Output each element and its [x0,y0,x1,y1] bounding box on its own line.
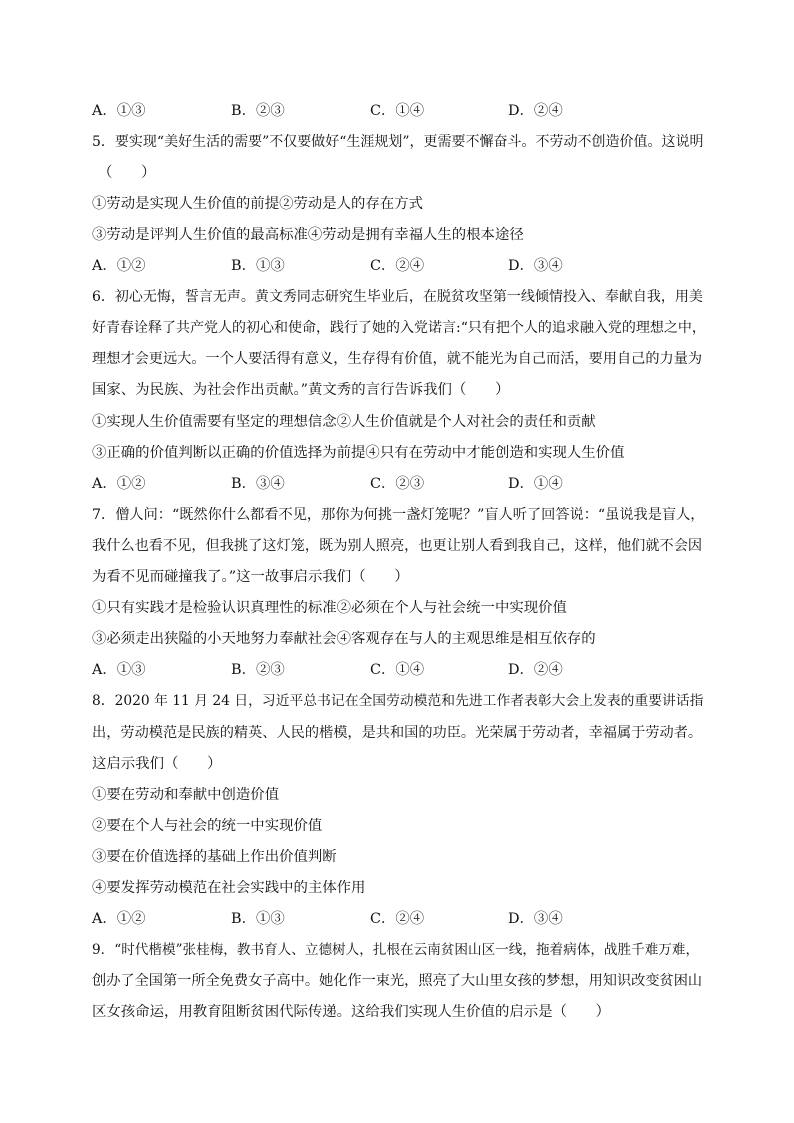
q6-stem-line: 理想才会更远大。一个人要活得有意义，生存得有价值，就不能光为自己而活，要用自己的力量为 [92,351,703,367]
q6-choice-d: D．①④ [508,476,563,492]
q4-choices [92,101,706,121]
q8-choices [92,909,706,929]
q5-stem-line: 5．要实现“美好生活的需要”不仅要做好“生涯规划”，更需要不懈奋斗。不劳动不创造价值。这说明 [92,134,704,150]
q6-choices [92,474,706,494]
q5-choices [92,256,706,276]
q8-option-line: ①要在劳动和奉献中创造价值 [92,787,280,803]
q5-choice-d: D．③④ [508,258,563,274]
q9-stem-line: 9．“时代楷模”张桂梅，教书育人、立德树人，扎根在云南贫困山区一线，拖着病体，战胜千难万难， [92,942,700,958]
q6-option-line: ①实现人生价值需要有坚定的理想信念②人生价值就是个人对社会的责任和贡献 [92,414,596,430]
q4-choice-c: C．①④ [370,103,425,119]
q8-choice-a: A．①② [92,911,146,927]
q6-stem-line: 国家、为民族、为社会作出贡献。”黄文秀的言行告诉我们（ ） [92,382,510,398]
q8-option-line: ③要在价值选择的基础上作出价值判断 [92,849,337,865]
q7-stem-line: 我什么也看不见，但我挑了这灯笼，既为别人照亮，也更让别人看到我自己，这样，他们就不会因 [92,538,703,554]
q8-stem-line: 这启示我们（ ） [92,756,222,772]
q9-stem-line: 区女孩命运，用教育阻断贫困代际传递。这给我们实现人生价值的启示是（ ） [92,1004,611,1020]
q8-stem-line: 出，劳动模范是民族的精英、人民的楷模，是共和国的功臣。光荣属于劳动者，幸福属于劳动者。 [92,725,703,741]
q5-option-line: ③劳动是评判人生价值的最高标准④劳动是拥有幸福人生的根本途径 [92,227,524,243]
q8-choice-d: D．③④ [508,911,563,927]
q4-choice-d: D．②④ [508,103,563,119]
q7-option-line: ①只有实践才是检验认识真理性的标准②必须在个人与社会统一中实现价值 [92,600,567,616]
q5-option-line: ①劳动是实现人生价值的前提②劳动是人的存在方式 [92,196,423,212]
q5-stem-line: （ ） [98,165,156,181]
q6-option-line: ③正确的价值判断以正确的价值选择为前提④只有在劳动中才能创造和实现人生价值 [92,445,625,461]
q8-option-line: ④要发挥劳动模范在社会实践中的主体作用 [92,880,366,896]
q7-choices [92,660,706,680]
q5-choice-b: B．①③ [231,258,285,274]
q8-option-line: ②要在个人与社会的统一中实现价值 [92,818,323,834]
q8-choice-b: B．①③ [231,911,285,927]
q5-choice-c: C．②④ [370,258,425,274]
q6-choice-a: A．①② [92,476,146,492]
q7-choice-d: D．②④ [508,662,563,678]
q7-stem-line: 为看不见而碰撞我了。”这一故事启示我们（ ） [92,569,409,585]
q4-choice-b: B．②③ [231,103,285,119]
q7-choice-a: A．①③ [92,662,146,678]
q7-choice-b: B．②③ [231,662,285,678]
q8-choice-c: C．②④ [370,911,425,927]
q6-stem-line: 好青春诠释了共产党人的初心和使命，践行了她的入党诺言:“只有把个人的追求融入党的理想之中， [92,320,706,336]
q6-stem-line: 6．初心无悔，誓言无声。黄文秀同志研究生毕业后，在脱贫攻坚第一线倾情投入、奉献自我，用美 [92,289,703,305]
q4-choice-a: A．①③ [92,103,146,119]
q9-stem-line: 创办了全国第一所全免费女子高中。她化作一束光，照亮了大山里女孩的梦想，用知识改变贫困山 [92,973,703,989]
q7-stem-line: 7．僧人问：“既然你什么都看不见，那你为何挑一盏灯笼呢？”盲人听了回答说：“虽说我是盲人， [92,507,705,523]
q7-choice-c: C．①④ [370,662,425,678]
q7-option-line: ③必须走出狭隘的小天地努力奉献社会④客观存在与人的主观思维是相互依存的 [92,631,596,647]
q8-stem-line: 8．2020 年 11 月 24 日，习近平总书记在全国劳动模范和先进工作者表彰大会上发表的重要讲话指 [92,693,704,709]
q5-choice-a: A．①② [92,258,146,274]
q6-choice-c: C．②③ [370,476,425,492]
q6-choice-b: B．③④ [231,476,285,492]
